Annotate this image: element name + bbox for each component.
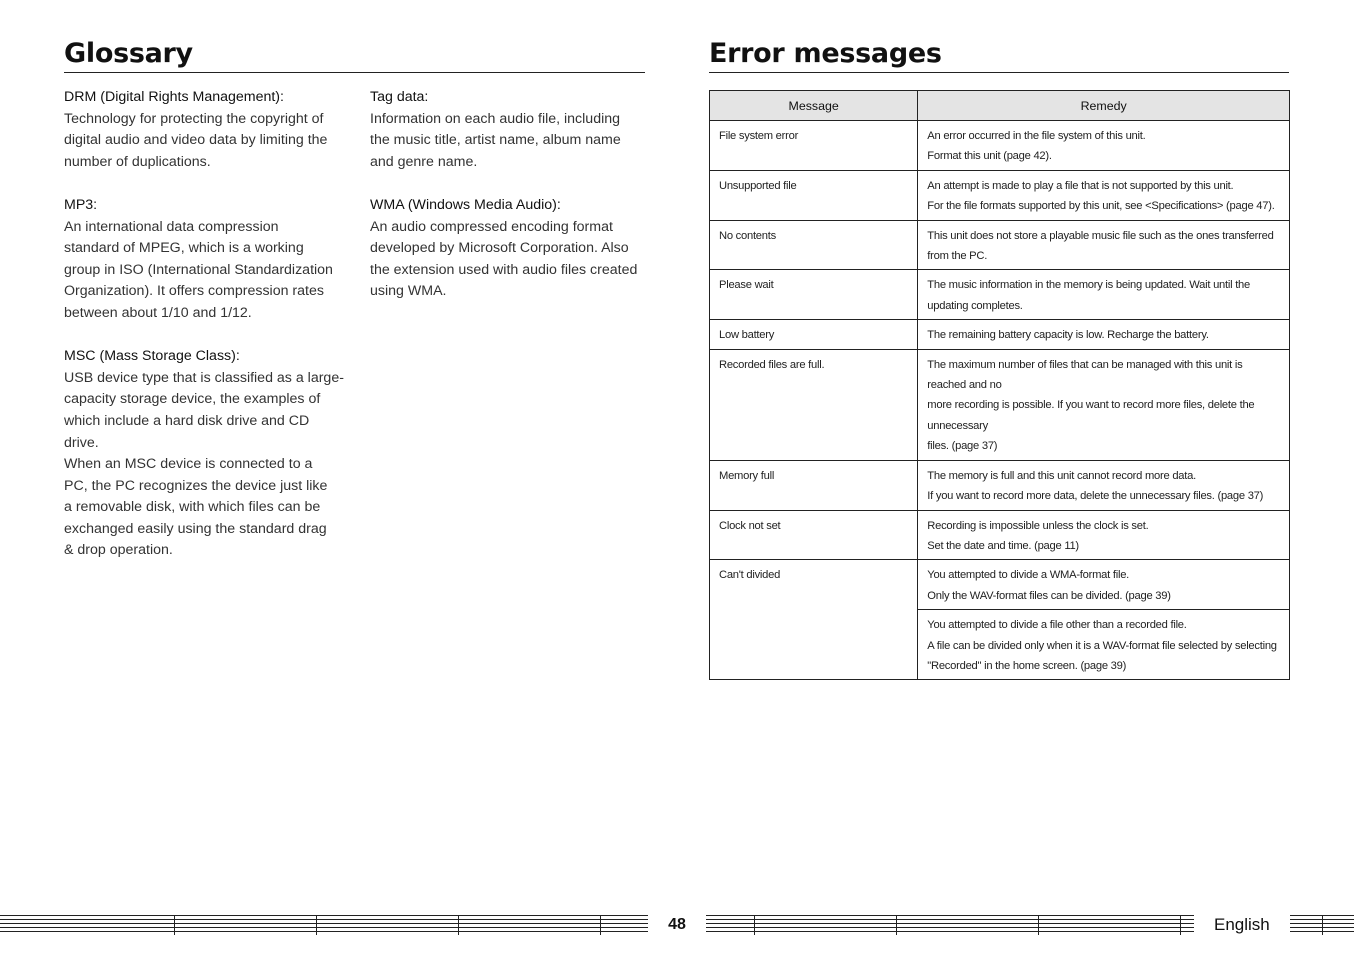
error-message-cell: Memory full bbox=[710, 460, 918, 510]
term-text-line: When an MSC device is connected to a bbox=[64, 456, 313, 473]
remedy-line: updating completes. bbox=[927, 299, 1023, 312]
footer-rule-left bbox=[0, 915, 648, 935]
remedy-cell bbox=[918, 560, 1290, 610]
remedy-line: You attempted to divide a WMA-format file. bbox=[927, 569, 1130, 582]
glossary-term-msc bbox=[64, 346, 346, 562]
header-remedy: Remedy bbox=[918, 91, 1290, 121]
term-text-line: standard of MPEG, which is a working bbox=[64, 240, 304, 257]
remedy-cell bbox=[918, 220, 1290, 270]
footer-rule-tick bbox=[1180, 915, 1181, 935]
footer-rule-tick bbox=[754, 915, 755, 935]
table-row bbox=[710, 320, 1290, 349]
term-text-line: the music title, artist name, album name bbox=[370, 132, 621, 149]
error-message-cell: No contents bbox=[710, 220, 918, 270]
term-text-line: USB device type that is classified as a large- bbox=[64, 369, 344, 386]
page-number: 48 bbox=[668, 916, 686, 933]
remedy-line: Set the date and time. (page 11) bbox=[927, 539, 1079, 552]
error-message-cell: Unsupported file bbox=[710, 170, 918, 220]
term-title: WMA (Windows Media Audio): bbox=[370, 196, 561, 213]
footer-rule-right bbox=[1290, 915, 1354, 935]
error-message-cell: Recorded files are full. bbox=[710, 349, 918, 460]
remedy-cell bbox=[918, 510, 1290, 560]
footer-rule-tick bbox=[600, 915, 601, 935]
remedy-cell bbox=[918, 121, 1290, 171]
term-text-line: a removable disk, with which files can be bbox=[64, 499, 321, 516]
term-text-line: capacity storage device, the examples of bbox=[64, 391, 321, 408]
remedy-line: Only the WAV-format files can be divided. (page 39) bbox=[927, 589, 1171, 602]
remedy-line: The remaining battery capacity is low. Recharge the battery. bbox=[927, 329, 1209, 342]
table-row bbox=[710, 121, 1290, 171]
remedy-cell bbox=[918, 460, 1290, 510]
glossary-term-drm bbox=[64, 87, 346, 173]
language-label: English bbox=[1214, 915, 1270, 934]
footer-rule-tick bbox=[458, 915, 459, 935]
remedy-line: Recording is impossible unless the clock is set. bbox=[927, 519, 1149, 532]
term-title: DRM (Digital Rights Management): bbox=[64, 89, 284, 105]
table-row bbox=[710, 460, 1290, 510]
remedy-line: A file can be divided only when it is a WAV-format file selected by selecting bbox=[927, 639, 1277, 652]
remedy-cell bbox=[918, 610, 1290, 680]
term-text-line: the extension used with audio files created bbox=[370, 261, 638, 278]
term-text-line: PC, the PC recognizes the device just like bbox=[64, 477, 328, 494]
error-message-cell: File system error bbox=[710, 121, 918, 171]
remedy-cell bbox=[918, 349, 1290, 460]
remedy-cell bbox=[918, 320, 1290, 349]
term-title: MSC (Mass Storage Class): bbox=[64, 348, 240, 365]
table-row bbox=[710, 170, 1290, 220]
remedy-line: more recording is possible. If you want to record more files, delete the unnecessary bbox=[927, 399, 1255, 432]
term-text-line: and genre name. bbox=[370, 153, 478, 170]
remedy-line: The memory is full and this unit cannot record more data. bbox=[927, 469, 1196, 482]
error-messages-table bbox=[709, 90, 1290, 680]
footer-rule-tick bbox=[316, 915, 317, 935]
table-row bbox=[710, 349, 1290, 460]
remedy-line: An error occurred in the file system of this unit. bbox=[927, 130, 1146, 142]
term-text-line: which include a hard disk drive and CD bbox=[64, 412, 310, 429]
term-title: MP3: bbox=[64, 196, 98, 213]
table-row bbox=[710, 220, 1290, 270]
footer-rule-tick bbox=[1038, 915, 1039, 935]
term-text-line: An international data compression bbox=[64, 218, 279, 235]
term-text-line: drive. bbox=[64, 434, 99, 451]
remedy-line: An attempt is made to play a file that is not supported by this unit. bbox=[927, 179, 1234, 192]
remedy-line: If you want to record more data, delete the unnecessary files. (page 37) bbox=[927, 490, 1264, 503]
remedy-line: You attempted to divide a file other than a recorded file. bbox=[927, 619, 1187, 632]
error-message-cell: Please wait bbox=[710, 270, 918, 320]
term-text-line: digital audio and video data by limiting the bbox=[64, 132, 328, 149]
remedy-cell bbox=[918, 270, 1290, 320]
remedy-line: The music information in the memory is being updated. Wait until the bbox=[927, 279, 1251, 292]
term-text-line: number of duplications. bbox=[64, 153, 211, 170]
term-text-line: developed by Microsoft Corporation. Also bbox=[370, 240, 629, 257]
term-text-line: exchanged easily using the standard drag bbox=[64, 520, 327, 537]
remedy-line: "Recorded" in the home screen. (page 39) bbox=[927, 659, 1127, 672]
remedy-line: For the file formats supported by this unit, see <Specifications> (page 47). bbox=[927, 200, 1275, 213]
glossary-term-tag-data bbox=[370, 87, 650, 173]
error-messages-title: Error messages bbox=[709, 36, 1289, 73]
footer-rule-tick bbox=[896, 915, 897, 935]
term-text-line: using WMA. bbox=[370, 283, 447, 300]
term-title: Tag data: bbox=[370, 89, 429, 105]
error-message-cell: Low battery bbox=[710, 320, 918, 349]
header-message: Message bbox=[710, 91, 918, 121]
term-text-line: An audio compressed encoding format bbox=[370, 218, 613, 235]
term-text-line: Information on each audio file, including bbox=[370, 110, 621, 127]
glossary-column-right bbox=[370, 87, 650, 325]
glossary-term-wma bbox=[370, 195, 650, 303]
error-message-cell: Can't divided bbox=[710, 560, 918, 680]
footer-rule-tick bbox=[1322, 915, 1323, 935]
term-text-line: Technology for protecting the copyright of bbox=[64, 110, 324, 127]
remedy-cell bbox=[918, 170, 1290, 220]
term-text-line: between about 1/10 and 1/12. bbox=[64, 304, 252, 321]
table-header-row bbox=[710, 91, 1290, 121]
error-message-cell: Clock not set bbox=[710, 510, 918, 560]
glossary-column-left bbox=[64, 87, 346, 584]
remedy-line: Format this unit (page 42). bbox=[927, 150, 1052, 163]
glossary-term-mp3 bbox=[64, 195, 346, 325]
footer-rule-tick bbox=[174, 915, 175, 935]
table-row bbox=[710, 510, 1290, 560]
glossary-title: Glossary bbox=[64, 36, 645, 73]
term-text-line: Organization). It offers compression rates bbox=[64, 283, 324, 300]
remedy-line: from the PC. bbox=[927, 250, 988, 263]
remedy-line: This unit does not store a playable music file such as the ones transferred bbox=[927, 229, 1274, 242]
term-text-line: & drop operation. bbox=[64, 542, 173, 559]
remedy-line: files. (page 37) bbox=[927, 440, 998, 453]
footer-rule-middle bbox=[706, 915, 1194, 935]
table-row bbox=[710, 560, 1290, 610]
table-row bbox=[710, 270, 1290, 320]
term-text-line: group in ISO (International Standardization bbox=[64, 261, 333, 278]
remedy-line: The maximum number of files that can be managed with this unit is reached and no bbox=[927, 358, 1243, 392]
